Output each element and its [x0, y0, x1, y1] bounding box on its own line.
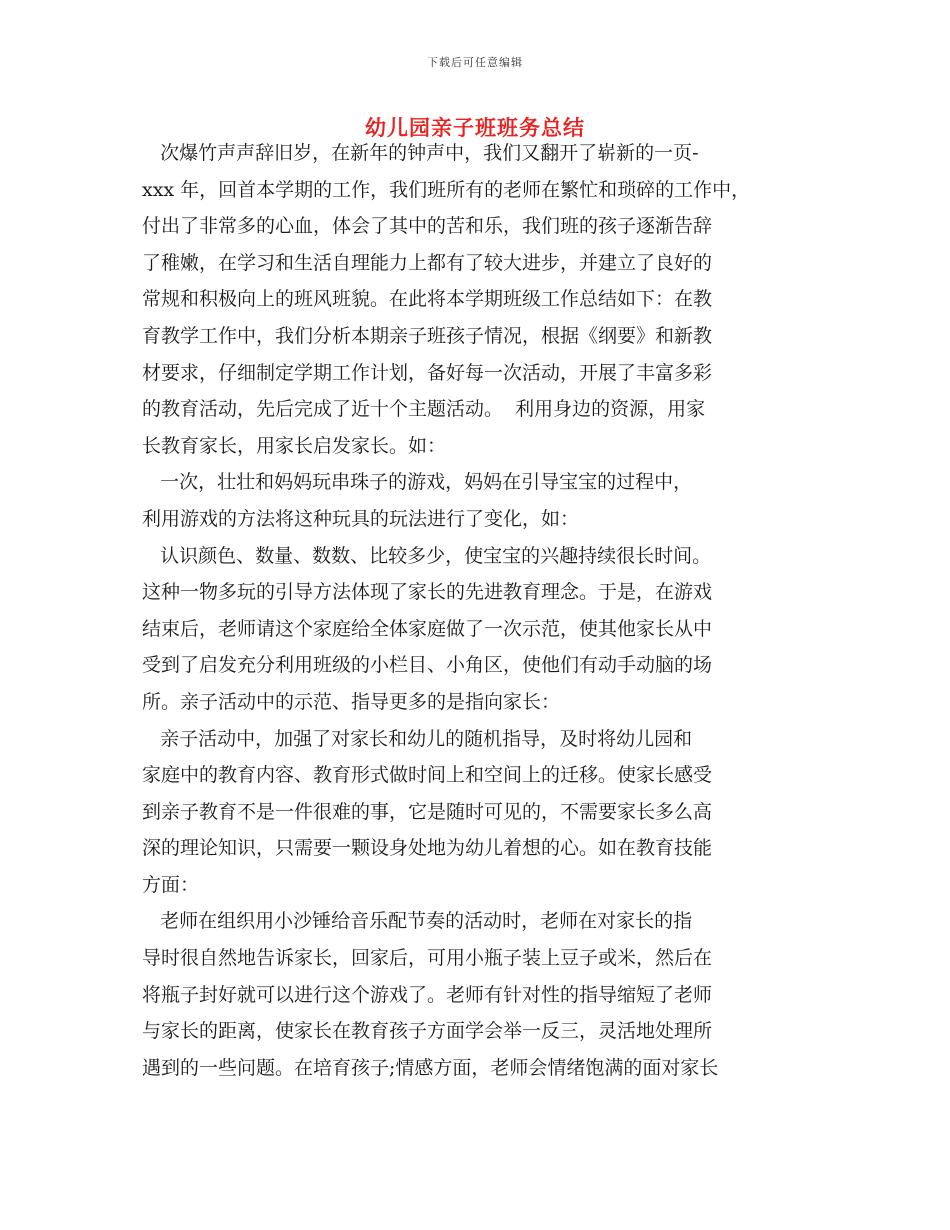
body-line: 付出了非常多的心血，体会了其中的苦和乐，我们班的孩子逐渐告辞 [142, 215, 713, 238]
body-line: 与家长的距离，使家长在教育孩子方面学会举一反三，灵活地处理所 [142, 1020, 713, 1043]
body-line: 到亲子教育不是一件很难的事，它是随时可见的，不需要家长多么高 [142, 800, 713, 823]
body-line: 长教育家长，用家长启发家长。如： [142, 434, 447, 457]
body-line: 这种一物多玩的引导方法体现了家长的先进教育理念。于是，在游戏 [142, 581, 713, 604]
body-line: 将瓶子封好就可以进行这个游戏了。老师有针对性的指导缩短了老师 [142, 983, 713, 1006]
body-line: 利用游戏的方法将这种玩具的玩法进行了变化，如： [142, 507, 580, 530]
body-line: 所。亲子活动中的示范、指导更多的是指向家长： [142, 690, 561, 713]
body-line: 深的理论知识，只需要一颗设身处地为幼儿着想的心。如在教育技能 [142, 837, 713, 860]
body-line: xxx 年，回首本学期的工作，我们班所有的老师在繁忙和琐碎的工作中， [142, 178, 751, 201]
body-line: 遇到的一些问题。在培育孩子;情感方面，老师会情绪饱满的面对家长 [142, 1056, 719, 1079]
body-line: 育教学工作中，我们分析本期亲子班孩子情况，根据《纲要》和新教 [142, 324, 713, 347]
body-line: 老师在组织用小沙锤给音乐配节奏的活动时，老师在对家长的指 [142, 910, 693, 933]
body-line: 亲子活动中，加强了对家长和幼儿的随机指导，及时将幼儿园和 [142, 727, 693, 750]
body-line: 家庭中的教育内容、教育形式做时间上和空间上的迁移。使家长感受 [142, 764, 713, 787]
body-line: 受到了启发充分利用班级的小栏目、小角区，使他们有动手动脑的场 [142, 654, 713, 677]
body-line: 方面： [142, 873, 200, 896]
body-line: 了稚嫩，在学习和生活自理能力上都有了较大进步，并建立了良好的 [142, 251, 713, 274]
body-line: 次爆竹声声辞旧岁，在新年的钟声中，我们又翻开了崭新的一页- [142, 142, 699, 164]
body-line: 导时很自然地告诉家长，回家后，可用小瓶子装上豆子或米，然后在 [142, 947, 713, 970]
document-title: 幼儿园亲子班班务总结 [365, 116, 585, 140]
body-line: 认识颜色、数量、数数、比较多少，使宝宝的兴趣持续很长时间。 [142, 544, 712, 567]
body-line: 常规和积极向上的班风班貌。在此将本学期班级工作总结如下：在教 [142, 288, 713, 311]
body-line: 一次，壮壮和妈妈玩串珠子的游戏，妈妈在引导宝宝的过程中， [142, 471, 693, 494]
body-line: 的教育活动，先后完成了近十个主题活动。 利用身边的资源，用家 [142, 398, 706, 421]
header-note: 下载后可任意编辑 [427, 56, 523, 69]
body-line: 结束后，老师请这个家庭给全体家庭做了一次示范，使其他家长从中 [142, 617, 713, 640]
document-body [142, 135, 812, 1086]
body-line: 材要求，仔细制定学期工作计划，备好每一次活动，开展了丰富多彩 [142, 361, 713, 384]
